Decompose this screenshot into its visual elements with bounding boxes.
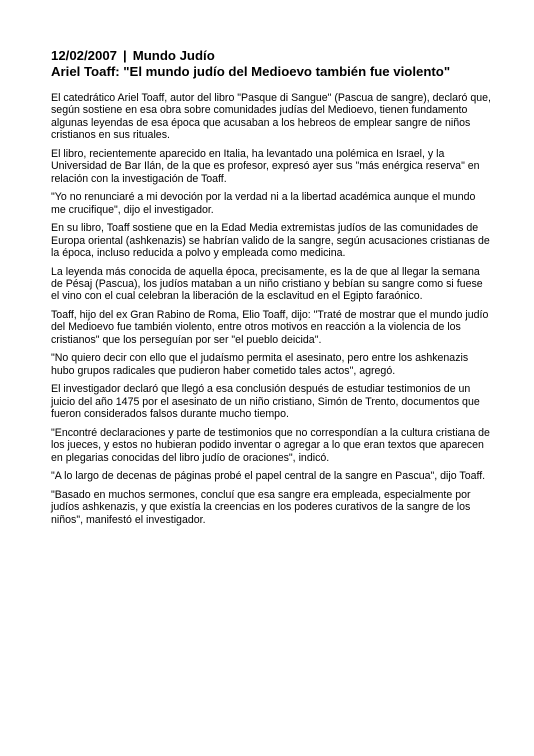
article-title: Ariel Toaff: "El mundo judío del Medioevo también fue violento" bbox=[51, 64, 451, 79]
paragraph: "Basado en muchos sermones, concluí que esa sangre era empleada, especialmente por judíos ashkenazis, y que existía la creencias en los poderes curativos de la sangre de los niños", manifestó el investigador. bbox=[51, 488, 471, 526]
paragraph: El libro, recientemente aparecido en Italia, ha levantado una polémica en Israel, y la Universidad de Bar Ilán, de la que es profesor, expresó ayer sus "más enérgica reserva" en relación con la investigación de Toaff. bbox=[51, 147, 480, 185]
paragraph: "A lo largo de decenas de páginas probé el papel central de la sangre en Pascua", dijo Toaff. bbox=[51, 470, 486, 483]
paragraph: "Yo no renunciaré a mi devoción por la verdad ni a la libertad académica aunque el mundo me crucifique", dijo el investigador. bbox=[51, 191, 476, 216]
paragraph: "No quiero decir con ello que el judaísmo permita el asesinato, pero entre los ashkenazis hubo grupos radicales que pudieron haber cometido tales actos", agregó. bbox=[51, 352, 469, 377]
article-date: 12/02/2007 bbox=[51, 48, 118, 63]
paragraph: "Encontré declaraciones y parte de testimonios que no correspondían a la cultura cristiana de los jueces, y estos no hubieran podido inventar o agregar a lo que eran textos que aparecen en plegarias conocidas del libro judío de oraciones", indicó. bbox=[51, 426, 490, 464]
article bbox=[51, 48, 491, 532]
paragraph: El investigador declaró que llegó a esa conclusión después de estudiar testimonios de un juicio del año 1475 por el asesinato de un niño cristiano, Simón de Trento, documentos que fueron considerados falsos durante mucho tiempo. bbox=[51, 383, 480, 421]
article-section: Mundo Judío bbox=[132, 48, 215, 63]
paragraph: En su libro, Toaff sostiene que en la Edad Media extremistas judíos de las comunidades de Europa oriental (ashkenazis) se habrían valido de la sangre, según acusaciones cristianas de la época, incluso reducida a polvo y empleada como medicina. bbox=[51, 222, 490, 260]
header-separator: | bbox=[123, 48, 127, 63]
article-body bbox=[51, 92, 491, 526]
paragraph: El catedrático Ariel Toaff, autor del libro "Pasque di Sangue" (Pascua de sangre), declaró que, según sostiene en esa obra sobre comunidades judías del Medioevo, tienen fundamento algunas leyendas de esa época que acusaban a los hebreos de emplear sangre de niños cristianos en sus rituales. bbox=[51, 92, 491, 142]
article-header bbox=[51, 48, 491, 64]
paragraph: La leyenda más conocida de aquella época, precisamente, es la de que al llegar la semana de Pésaj (Pascua), los judíos mataban a un niño cristiano y bebían su sangre como si fuese el vino con el cual celebran la liberación de la esclavitud en el Egipto faraónico. bbox=[51, 265, 483, 303]
paragraph: Toaff, hijo del ex Gran Rabino de Roma, Elio Toaff, dijo: "Traté de mostrar que el mundo judío del Medioevo fue también violento, entre otros motivos en reacción a la violencia de los cristianos" que los perseguían por ser "el pueblo deicida". bbox=[51, 309, 489, 346]
